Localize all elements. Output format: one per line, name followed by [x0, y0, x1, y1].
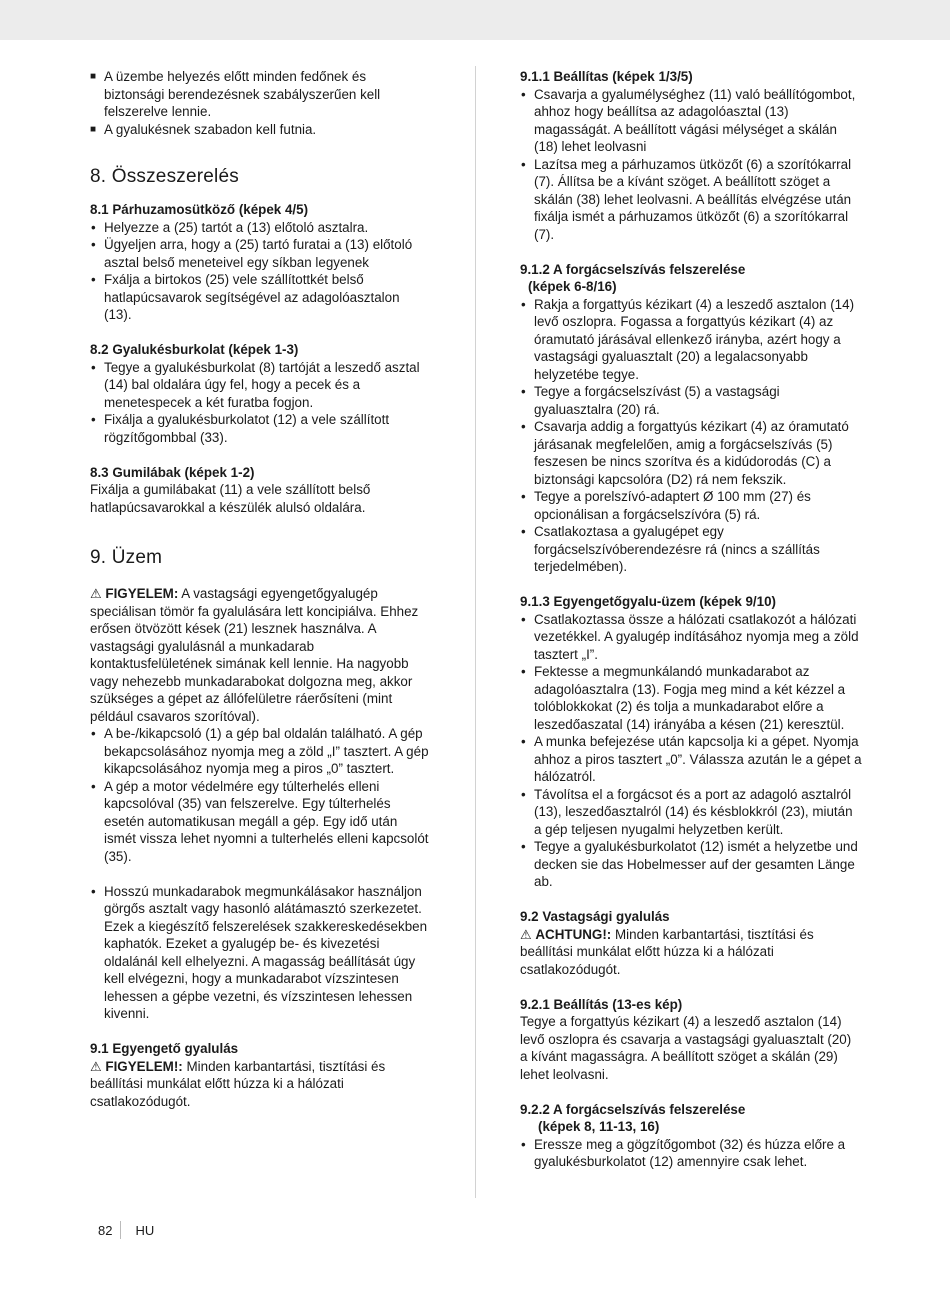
section-9-1-2-heading	[520, 261, 862, 296]
section-9-1-2-list	[520, 296, 862, 576]
list-item: • Fxálja a birtokos (25) vele szállítottkét belső hatlapúcsavarok segítségével az adagolóasztalon (13).	[90, 271, 430, 324]
list-item: ■ A üzembe helyezés előtt minden fedőnek és biztonsági berendezésnek szabályszerűen kell felszerelve lennie.	[90, 68, 430, 121]
section-9-1-1-list	[520, 86, 862, 244]
list-item: ■ A gyalukésnek szabadon kell futnia.	[90, 121, 430, 139]
list-item: • Fektesse a megmunkálandó munkadarabot az adagolóasztalra (13). Fogja meg mind a két kézzel a tolóblokkokat (2) és tolja a munkadarabot előre a leszedőaszatal (14) irányába a késen (21) keresztül.	[520, 663, 862, 733]
list-item: • Helyezze a (25) tartót a (13) előtoló asztalra.	[90, 219, 430, 237]
warning-label: ACHTUNG!:	[535, 926, 612, 942]
list-item: • Eressze meg a gögzítőgombot (32) és húzza előre a gyalukésburkolatot (12) amennyire csak lehet.	[520, 1136, 862, 1171]
section-8-1-list	[90, 219, 430, 324]
list-item: • Lazítsa meg a párhuzamos ütközőt (6) a szorítókarral (7). Állítsa be a kívánt szöget. A beállított szöget a skálán (38) lehet leolvasni. A beállítás elvégzése után fixálja ismét a párhuzamos ütközőt (6) a szorítókarral (7).	[520, 156, 862, 244]
warning-paragraph	[520, 926, 862, 979]
list-item: • Ügyeljen arra, hogy a (25) tartó furatai a (13) előtoló asztal belső meneteivel egy síkban legyenek	[90, 236, 430, 271]
section-9-1-1-heading: 9.1.1 Beállítas (képek 1/3/5)	[520, 69, 693, 84]
list-item: • Csavarja a gyalumélységhez (11) való beállítógombot, ahhoz hogy beállítsa az adagolóasztal (13) magasságát. A beállított vágási mélységet a skálán (18) lehet leolvasni	[520, 86, 862, 156]
section-8-heading: 8. Összeszerelés	[90, 166, 239, 187]
warning-text: Minden karbantartási, tisztítási és beállítási munkálat előtt húzza ki a hálózati csatlakozódugót.	[520, 926, 814, 977]
right-column	[520, 68, 862, 1171]
heading-line: (képek 6-8/16)	[528, 279, 617, 294]
page-footer	[98, 1221, 154, 1239]
list-item: • Rakja a forgattyús kézikart (4) a leszedő asztalon (14) levő oszlopra. Fogassa a forgattyús kézikart (4) az óramutató járásával ellenkező irányba, azért hogy a vastagsági gyaluasztalt (20) a legalacsonyabb helyzetébe tegye.	[520, 296, 862, 384]
top-bar	[0, 0, 950, 40]
list-item: • A gép a motor védelmére egy túlterhelés elleni kapcsolóval (35) van felszerelve. Egy túlterhelés esetén automatikusan megáll a gép. Egy idő után ismét vissza lehet nyomni a tulterhelés elleni kapcsolót (35).	[90, 778, 430, 866]
heading-line: (képek 8, 11-13, 16)	[538, 1119, 660, 1134]
section-9-list-2	[90, 883, 430, 1023]
warning-paragraph	[90, 585, 430, 725]
list-item: • Csavarja addig a forgattyús kézikart (4) az óramutató járásanak megfelelően, amig a forgácselszívás (5) feszesen be nincs szorítva és a kidúdorodás (C) a biztonsági kapcsolóra (D2) rá nem fekszik.	[520, 418, 862, 488]
section-8-2-heading: 8.2 Gyalukésburkolat (képek 1-3)	[90, 342, 299, 357]
left-column	[90, 68, 430, 1110]
heading-line: 9.1.2 A forgácselszívás felszerelése	[520, 261, 746, 277]
section-9-list	[90, 725, 430, 865]
section-9-heading: 9. Üzem	[90, 547, 163, 568]
section-9-2-2-list	[520, 1136, 862, 1171]
section-8-3-heading: 8.3 Gumilábak (képek 1-2)	[90, 464, 255, 480]
warning-text: A vastagsági egyengetőgyalugép speciálisan tömör fa gyalulására lett koncipiálva. Ehhez erősen ötvözött kések (21) lesznek használva. A vastagsági gyalulásnál a munkadarab kontaktusfelületének simának kell lennie. Ha nagyobb vagy nehezebb munkadarabokat dolgozna meg, akkor szükséges a gépet az állófelületre ráerősíteni (mint például csavaros szorítóval).	[90, 586, 419, 724]
warning-icon: ⚠	[90, 586, 102, 601]
list-item: • Távolítsa el a forgácsot és a port az adagoló asztalról (13), leszedőasztalról (14) és késblokkról (23), miután a gép teljesen nyugalmi helyzetben került.	[520, 786, 862, 839]
section-9-1-3-heading: 9.1.3 Egyengetőgyalu-üzem (képek 9/10)	[520, 594, 777, 609]
section-9-2-2-heading	[520, 1101, 862, 1136]
list-item: • A munka befejezése után kapcsolja ki a gépet. Nyomja ahhoz a piros tasztert „0”. Válassza azután le a gépet a hálózatról.	[520, 733, 862, 786]
list-item: • Tegye a gyalukésburkolatot (12) ismét a helyzetbe und decken sie das Hobelmesser auf der gesamten Länge ab.	[520, 838, 862, 891]
section-9-1-3-list	[520, 611, 862, 891]
warning-label: FIGYELEM:	[105, 586, 179, 601]
section-9-1-heading: 9.1 Egyengető gyalulás	[90, 1041, 239, 1056]
section-9-2-1-heading: 9.2.1 Beállítás (13-es kép)	[520, 996, 683, 1012]
warning-icon: ⚠	[90, 1058, 102, 1074]
list-item: • Tegye a forgácselszívást (5) a vastagsági gyaluasztalra (20) rá.	[520, 383, 862, 418]
intro-list	[90, 68, 430, 138]
warning-icon: ⚠	[520, 926, 532, 942]
heading-line: 9.2.2 A forgácselszívás felszerelése	[520, 1101, 746, 1117]
list-item: • Csatlakoztasa a gyalugépet egy forgácselszívóberendezésre rá (nincs a szállítás terjedelmében).	[520, 523, 862, 576]
section-9-2-heading: 9.2 Vastagsági gyalulás	[520, 909, 670, 924]
warning-text: Minden karbantartási, tisztítási és beállítási munkálat előtt húzza ki a hálózati csatlakozódugót.	[90, 1058, 386, 1109]
footer-separator	[120, 1221, 121, 1239]
warning-paragraph	[90, 1058, 430, 1111]
section-9-2-1-text: Tegye a forgattyús kézikart (4) a leszedő asztalon (14) levő oszlopra és csavarja a vastagsági gyaluasztalt (20) a kívánt magasságra. A beállított szöget a skálán (29) lehet leolvasni.	[520, 1014, 852, 1082]
section-8-1-heading: 8.1 Párhuzamosütköző (képek 4/5)	[90, 202, 309, 217]
list-item: • Csatlakoztassa össze a hálózati csatlakozót a hálózati vezetékkel. A gyalugép indításához nyomja meg a zöld tasztert „I”.	[520, 611, 862, 664]
language-code: HU	[135, 1222, 155, 1238]
list-item: • Fixálja a gyalukésburkolatot (12) a vele szállított rögzítőgombbal (33).	[90, 411, 430, 446]
list-item: • Tegye a porelszívó-adaptert Ø 100 mm (27) és opcionálisan a forgácselszívóra (5) rá.	[520, 488, 862, 523]
list-item: • Tegye a gyalukésburkolat (8) tartóját a leszedő asztal (14) bal oldalára úgy fel, hogy a pecek és a menetespecek a két furatba fogjon.	[90, 359, 430, 412]
list-item: • Hosszú munkadarabok megmunkálásakor használjon görgős asztalt vagy hasonló alátámasztó szerkezetet. Ezek a kiegészítő felszerelések szakkereskedésekben kaphatók. Ezeket a gyalugép be- és kivezetési oldalánál kell elhelyezni. A magasság beállítását úgy kell elvégezni, hogy a munkadarabot vízszintesen lehessen a gépbe vezetni, és vízszintesen lehessen kivenni.	[90, 883, 430, 1023]
section-8-2-list	[90, 359, 430, 447]
page-number: 82	[98, 1222, 113, 1238]
list-item: • A be-/kikapcsoló (1) a gép bal oldalán található. A gép bekapcsolásához nyomja meg a zöld „I” tasztert. A gép kikapcsolásához nyomja meg a piros „0” tasztert.	[90, 725, 430, 778]
warning-label: FIGYELEM!:	[105, 1058, 183, 1074]
section-8-3-text: Fixálja a gumilábakat (11) a vele szállított belső hatlapúcsavarokkal a készülék alulsó oldalára.	[90, 482, 371, 515]
column-divider	[475, 66, 476, 1198]
